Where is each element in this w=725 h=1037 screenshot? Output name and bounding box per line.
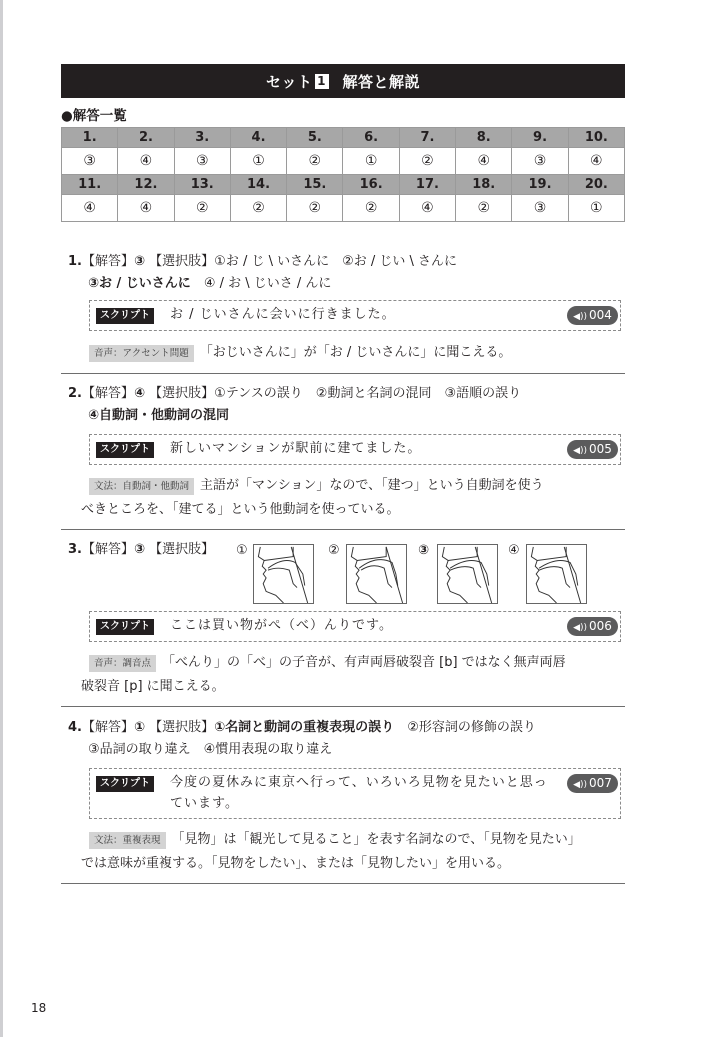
speaker-icon: ◀)) bbox=[573, 780, 588, 790]
section-header bbox=[61, 64, 625, 98]
speaker-icon: ◀)) bbox=[573, 446, 588, 456]
answer-value: ③ bbox=[134, 542, 146, 557]
answer-cell: ④ bbox=[62, 195, 118, 222]
answer-cell: ④ bbox=[118, 195, 174, 222]
answer-value: ④ bbox=[134, 386, 146, 401]
answer-label: 【解答】 bbox=[81, 386, 134, 401]
answer-cell: ④ bbox=[568, 148, 624, 175]
choice-mark-correct: ③ bbox=[418, 543, 430, 558]
note-text: 主語が「マンション」なので、「建つ」という自動詞を使う bbox=[200, 478, 544, 493]
question-number-cell: 7. bbox=[399, 128, 455, 148]
vocal-tract-figure-2 bbox=[346, 544, 407, 604]
audio-track-number: 007 bbox=[589, 776, 612, 790]
question-number-cell: 13. bbox=[174, 175, 230, 195]
question-number-cell: 3. bbox=[174, 128, 230, 148]
script-box-4 bbox=[89, 768, 621, 819]
question-number-cell: 20. bbox=[568, 175, 624, 195]
script-tag: スクリプト bbox=[96, 776, 154, 792]
speaker-icon: ◀)) bbox=[573, 312, 588, 322]
note-tag: 音声：調音点 bbox=[89, 655, 156, 672]
correct-choice: ①名詞と動詞の重複表現の誤り bbox=[214, 720, 395, 735]
question-number-cell: 10. bbox=[568, 128, 624, 148]
header-title-suffix: 解答と解説 bbox=[342, 72, 421, 91]
script-text: 今度の夏休みに東京へ行って、いろいろ見物を見たいと思っ bbox=[170, 775, 548, 790]
speaker-icon: ◀)) bbox=[573, 623, 588, 633]
script-text: ています。 bbox=[170, 796, 239, 811]
question-item-4 bbox=[68, 717, 628, 761]
audio-track-number: 006 bbox=[589, 619, 612, 633]
question-number-cell: 9. bbox=[512, 128, 568, 148]
answer-table-answer-row bbox=[62, 148, 625, 175]
header-title-prefix: セット bbox=[265, 72, 313, 91]
question-number-cell: 16. bbox=[343, 175, 399, 195]
audio-track-button[interactable] bbox=[567, 440, 618, 459]
correct-choice: ③お / じいさんに bbox=[88, 276, 191, 291]
script-text: お / じいさんに会いに行きました。 bbox=[170, 307, 396, 322]
answer-label: 【解答】 bbox=[81, 720, 134, 735]
answer-cell: ③ bbox=[174, 148, 230, 175]
note-4 bbox=[81, 828, 625, 875]
question-number-cell: 12. bbox=[118, 175, 174, 195]
answer-table-answer-row bbox=[62, 195, 625, 222]
audio-track-button[interactable] bbox=[567, 774, 618, 793]
question-number-cell: 17. bbox=[399, 175, 455, 195]
script-tag: スクリプト bbox=[96, 308, 154, 324]
script-box-3 bbox=[89, 611, 621, 642]
answer-value: ① bbox=[134, 720, 146, 735]
answer-value: ③ bbox=[134, 254, 146, 269]
script-text: 新しいマンションが駅前に建てました。 bbox=[170, 441, 422, 456]
answer-cell: ① bbox=[568, 195, 624, 222]
answer-cell: ② bbox=[399, 148, 455, 175]
question-number-cell: 2. bbox=[118, 128, 174, 148]
question-number-cell: 4. bbox=[230, 128, 286, 148]
answer-cell: ② bbox=[287, 148, 343, 175]
audio-track-button[interactable] bbox=[567, 617, 618, 636]
choices-text: ①テンスの誤り ②動詞と名詞の混同 ③語順の誤り bbox=[214, 386, 522, 401]
answer-cell: ④ bbox=[456, 148, 512, 175]
question-item-2 bbox=[68, 383, 628, 427]
choice-mark: ① bbox=[236, 543, 248, 558]
vocal-tract-figure-1 bbox=[253, 544, 314, 604]
choices-label: 【選択肢】 bbox=[149, 386, 215, 401]
audio-track-number: 004 bbox=[589, 308, 612, 322]
answer-table-number-row bbox=[62, 128, 625, 148]
answer-list-title: ●解答一覧 bbox=[61, 108, 127, 124]
script-tag: スクリプト bbox=[96, 619, 154, 635]
question-number-cell: 14. bbox=[230, 175, 286, 195]
question-number-cell: 11. bbox=[62, 175, 118, 195]
divider bbox=[61, 706, 625, 707]
audio-track-button[interactable] bbox=[567, 306, 618, 325]
question-number-cell: 15. bbox=[287, 175, 343, 195]
note-text: べきところを、「建てる」という他動詞を使っている。 bbox=[81, 502, 400, 517]
item-number: 1. bbox=[68, 254, 82, 269]
question-number-cell: 18. bbox=[456, 175, 512, 195]
question-item-1 bbox=[68, 251, 628, 295]
answer-cell: ③ bbox=[512, 148, 568, 175]
answer-cell: ③ bbox=[62, 148, 118, 175]
item-number: 2. bbox=[68, 386, 82, 401]
question-number-cell: 8. bbox=[456, 128, 512, 148]
choice-mark: ④ bbox=[508, 543, 520, 558]
question-number-cell: 1. bbox=[62, 128, 118, 148]
answer-cell: ④ bbox=[399, 195, 455, 222]
note-tag: 文法：自動詞・他動詞 bbox=[89, 478, 194, 495]
note-text: 破裂音 [p] に聞こえる。 bbox=[81, 679, 225, 694]
answer-table bbox=[61, 127, 625, 222]
answer-cell: ① bbox=[230, 148, 286, 175]
answer-cell: ② bbox=[174, 195, 230, 222]
choices-label: 【選択肢】 bbox=[149, 254, 215, 269]
note-2 bbox=[81, 474, 625, 521]
audio-track-number: 005 bbox=[589, 442, 612, 456]
item-number: 3. bbox=[68, 542, 82, 557]
choices-label: 【選択肢】 bbox=[149, 720, 215, 735]
answer-cell: ② bbox=[287, 195, 343, 222]
answer-cell: ④ bbox=[118, 148, 174, 175]
vocal-tract-figure-3 bbox=[437, 544, 498, 604]
answer-label: 【解答】 bbox=[81, 254, 134, 269]
answer-table-number-row bbox=[62, 175, 625, 195]
divider bbox=[61, 529, 625, 530]
choices-text: ③品詞の取り違え ④慣用表現の取り違え bbox=[88, 742, 333, 757]
script-box-2 bbox=[89, 434, 621, 465]
note-text: 「見物」は「観光して見ること」を表す名詞なので、「見物を見たい」 bbox=[171, 832, 581, 847]
script-text: ここは買い物がぺ（べ）んりです。 bbox=[170, 618, 393, 633]
page-edge bbox=[0, 0, 3, 1037]
divider bbox=[61, 883, 625, 884]
note-text: 「おじいさんに」が「お / じいさんに」に聞こえる。 bbox=[199, 345, 512, 360]
script-tag: スクリプト bbox=[96, 442, 154, 458]
choices-text: ①お / じ \ いさんに ②お / じい \ さんに bbox=[214, 254, 458, 269]
question-number-cell: 5. bbox=[287, 128, 343, 148]
answer-cell: ② bbox=[456, 195, 512, 222]
note-1 bbox=[89, 341, 625, 365]
item-number: 4. bbox=[68, 720, 82, 735]
note-3 bbox=[81, 651, 625, 698]
question-number-cell: 6. bbox=[343, 128, 399, 148]
note-tag: 文法：重複表現 bbox=[89, 832, 166, 849]
answer-label: 【解答】 bbox=[81, 542, 134, 557]
question-number-cell: 19. bbox=[512, 175, 568, 195]
set-number-badge: 1 bbox=[315, 74, 329, 89]
divider bbox=[61, 373, 625, 374]
answer-cell: ② bbox=[343, 195, 399, 222]
script-box-1 bbox=[89, 300, 621, 331]
vocal-tract-figure-4 bbox=[526, 544, 587, 604]
choices-label: 【選択肢】 bbox=[149, 542, 215, 557]
correct-choice: ④自動詞・他動詞の混同 bbox=[88, 408, 230, 423]
choices-text: ④ / お \ じいさ / んに bbox=[190, 276, 332, 291]
note-text: 「べんり」の「べ」の子音が、有声両唇破裂音 [b] ではなく無声両唇 bbox=[162, 655, 566, 670]
page-number: 18 bbox=[31, 1001, 47, 1015]
choices-text: ②形容詞の修飾の誤り bbox=[394, 720, 536, 735]
answer-cell: ③ bbox=[512, 195, 568, 222]
answer-cell: ① bbox=[343, 148, 399, 175]
note-tag: 音声：アクセント問題 bbox=[89, 345, 194, 362]
choice-mark: ② bbox=[328, 543, 340, 558]
answer-cell: ② bbox=[230, 195, 286, 222]
note-text: では意味が重複する。「見物をしたい」、または「見物したい」を用いる。 bbox=[81, 856, 511, 871]
